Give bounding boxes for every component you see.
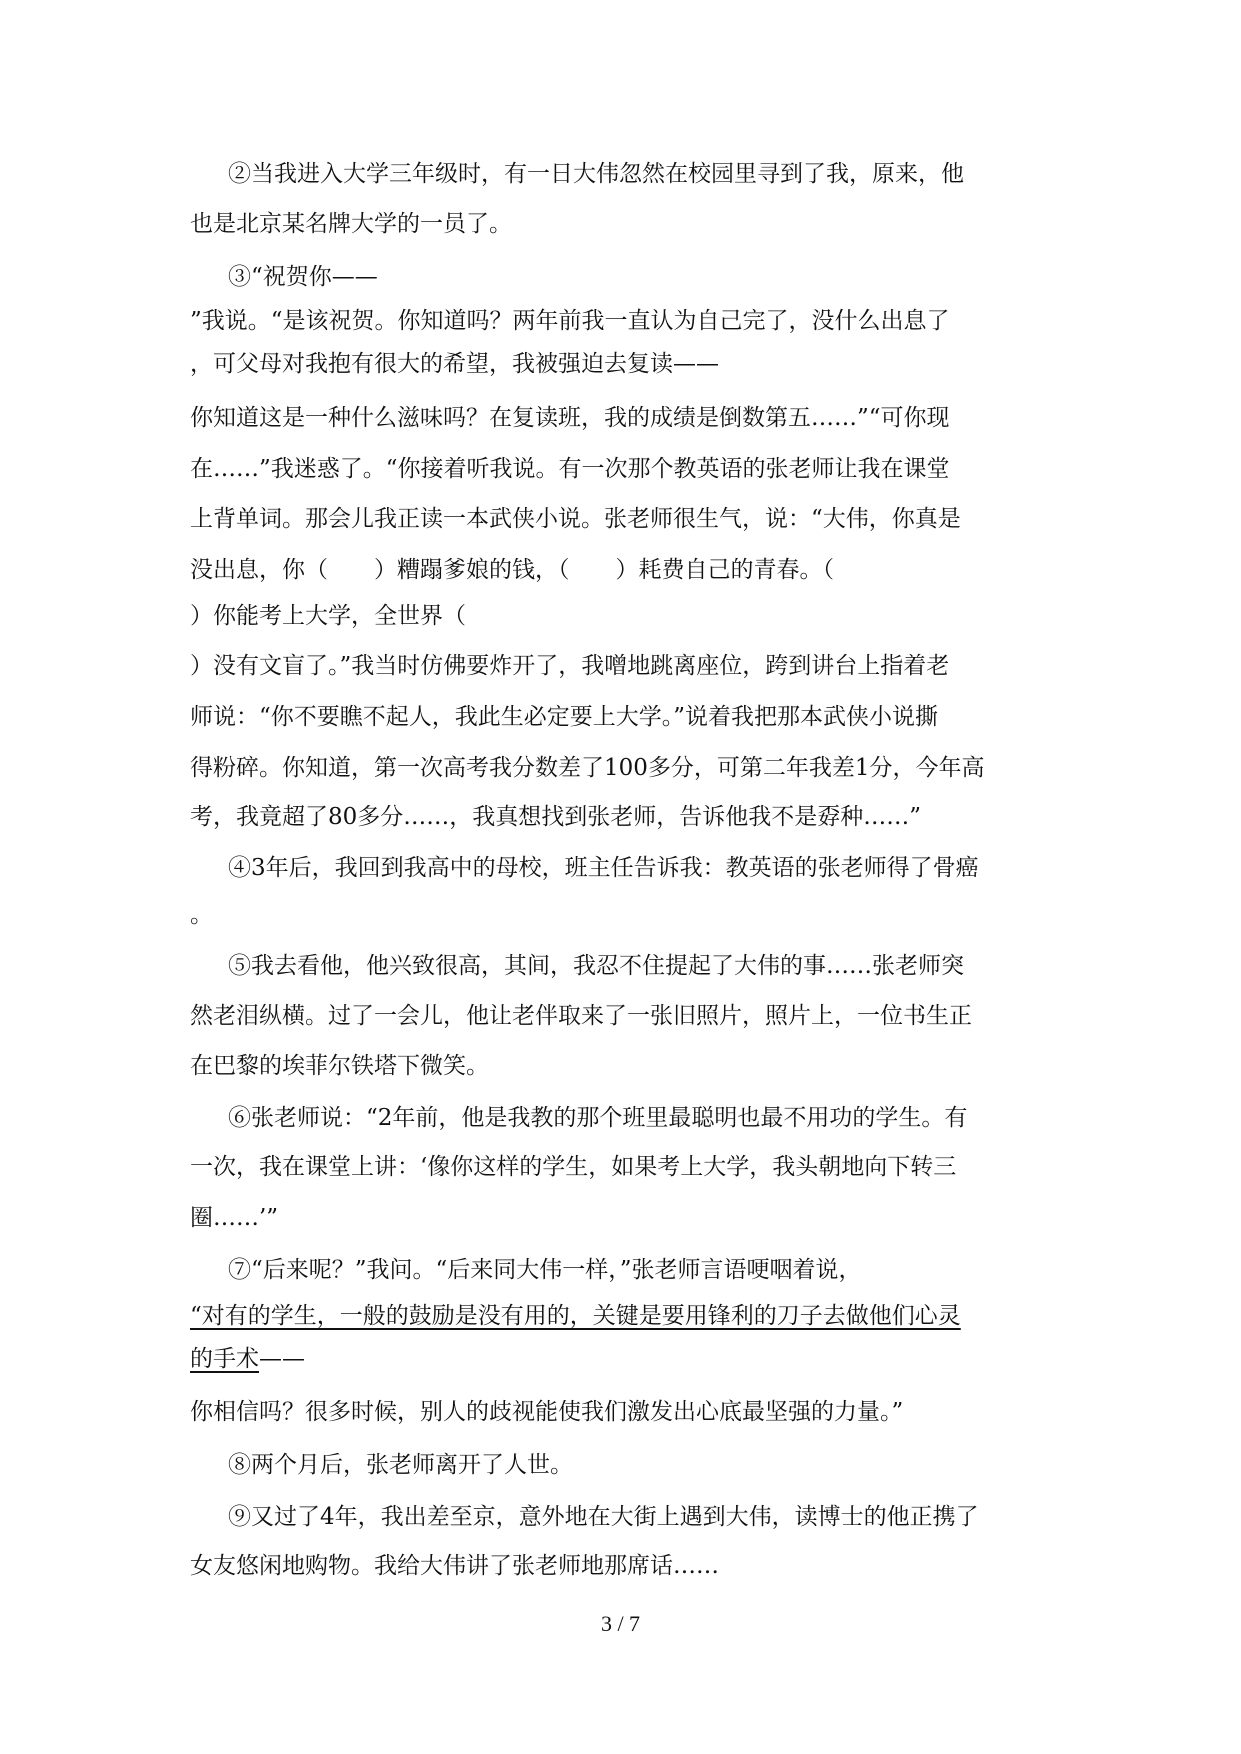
text-line: ③“祝贺你—— [228, 264, 378, 290]
text-line: ⑨又过了4年，我出差至京，意外地在大街上遇到大伟，读博士的他正携了 [228, 1504, 979, 1530]
text-line: 你知道这是一种什么滋味吗？在复读班，我的成绩是倒数第五……”“可你现 [190, 405, 950, 431]
text-line: 一次，我在课堂上讲：‘像你这样的学生，如果考上大学，我头朝地向下转三 [190, 1154, 957, 1180]
text-line: ”我说。“是该祝贺。你知道吗？两年前我一直认为自己完了，没什么出息了 [190, 308, 950, 334]
text-line: 也是北京某名牌大学的一员了。 [190, 211, 512, 237]
underlined-quote-line [190, 1301, 1050, 1331]
text-line: ⑦“后来呢？”我问。“后来同大伟一样，”张老师言语哽咽着说， [228, 1257, 862, 1283]
text-line: 。 [190, 902, 213, 928]
text-line: 考，我竟超了80多分……，我真想找到张老师，告诉他我不是孬种……” [190, 804, 922, 830]
text-line: 你相信吗？很多时候，别人的歧视能使我们激发出心底最坚强的力量。” [190, 1399, 904, 1425]
text-line: ⑥张老师说：“2年前，他是我教的那个班里最聪明也最不用功的学生。有 [228, 1105, 968, 1131]
page-number: 3 / 7 [600, 1611, 641, 1636]
text-line: 在……”我迷惑了。“你接着听我说。有一次那个教英语的张老师让我在课堂 [190, 456, 950, 482]
text-line: ④3年后，我回到我高中的母校，班主任告诉我：教英语的张老师得了骨癌 [228, 855, 979, 881]
text-line: 上背单词。那会儿我正读一本武侠小说。张老师很生气，说：“大伟，你真是 [190, 506, 961, 532]
text-line: ）你能考上大学，全世界（ [190, 603, 466, 629]
dash-text: —— [259, 1346, 305, 1372]
text-line: ，可父母对我抱有很大的希望，我被强迫去复读—— [190, 351, 719, 377]
underlined-quote-line [190, 1344, 1050, 1374]
text-line: ②当我进入大学三年级时，有一日大伟忽然在校园里寻到了我，原来，他 [228, 161, 964, 187]
underlined-text: 的手术 [190, 1346, 259, 1372]
text-line: 在巴黎的埃菲尔铁塔下微笑。 [190, 1053, 489, 1079]
text-line: 然老泪纵横。过了一会儿，他让老伴取来了一张旧照片，照片上，一位书生正 [190, 1003, 972, 1029]
text-line: ⑧两个月后，张老师离开了人世。 [228, 1452, 573, 1478]
text-line: 没出息，你（ ）糟蹋爹娘的钱，（ ）耗费自己的青春。（ [190, 557, 834, 583]
text-line: 得粉碎。你知道，第一次高考我分数差了100多分，可第二年我差1分，今年高 [190, 755, 985, 781]
text-line: 女友悠闲地购物。我给大伟讲了张老师地那席话…… [190, 1553, 719, 1579]
text-line: ⑤我去看他，他兴致很高，其间，我忍不住提起了大伟的事……张老师突 [228, 953, 964, 979]
text-line: ）没有文盲了。”我当时仿佛要炸开了，我噌地跳离座位，跨到讲台上指着老 [190, 653, 950, 679]
text-line: 师说：“你不要瞧不起人，我此生必定要上大学。”说着我把那本武侠小说撕 [190, 704, 939, 730]
text-line: 圈……’” [190, 1205, 279, 1231]
underlined-text: “对有的学生，一般的鼓励是没有用的，关键是要用锋利的刀子去做他们心灵 [190, 1303, 961, 1329]
